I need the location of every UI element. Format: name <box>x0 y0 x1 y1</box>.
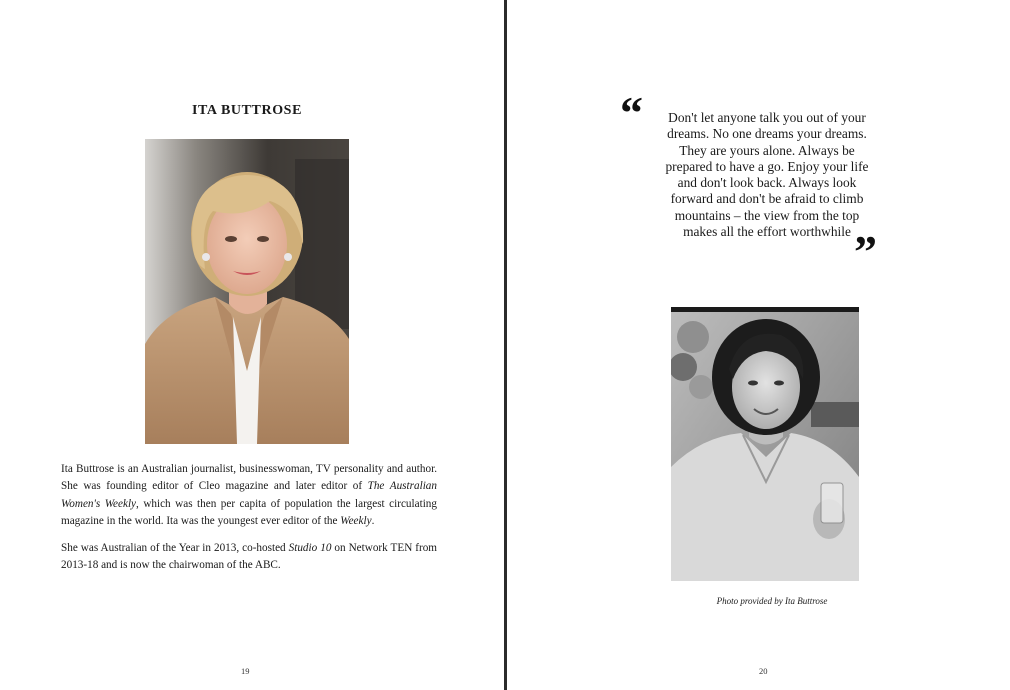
open-quote-mark: “ <box>620 87 643 138</box>
bio-paragraph-2: She was Australian of the Year in 2013, co-hosted Studio 10 on Network TEN from 2013-18 and is now the chairwoman of the ABC. <box>61 541 438 572</box>
close-quote-mark: ” <box>854 226 877 277</box>
page-number: 20 <box>759 666 768 676</box>
photo-caption: Photo provided by Ita Buttrose <box>716 596 828 606</box>
portrait-photo <box>145 139 349 444</box>
page-title: ITA BUTTROSE <box>191 103 303 118</box>
left-page <box>0 0 504 690</box>
biography-text <box>61 461 437 583</box>
right-page <box>507 0 1010 690</box>
quote-text: Don't let anyone talk you out of your dreams. No one dreams your dreams. They are yours alone. Always be prepared to have a go. Enjoy your life and don't look back. Always look forward and don't be afraid to climb mountains – the view from the top makes all the effort worthwhile <box>665 110 869 240</box>
page-number: 19 <box>241 666 250 676</box>
vintage-photo <box>671 307 859 581</box>
bio-paragraph-1: Ita Buttrose is an Australian journalist, businesswoman, TV personality and author. She was founding editor of Cleo magazine and later editor of The Australian Women's Weekly, which was then per capita of population the largest circulating magazine in the world. Ita was the youngest ever editor of the Weekly. <box>61 463 437 528</box>
